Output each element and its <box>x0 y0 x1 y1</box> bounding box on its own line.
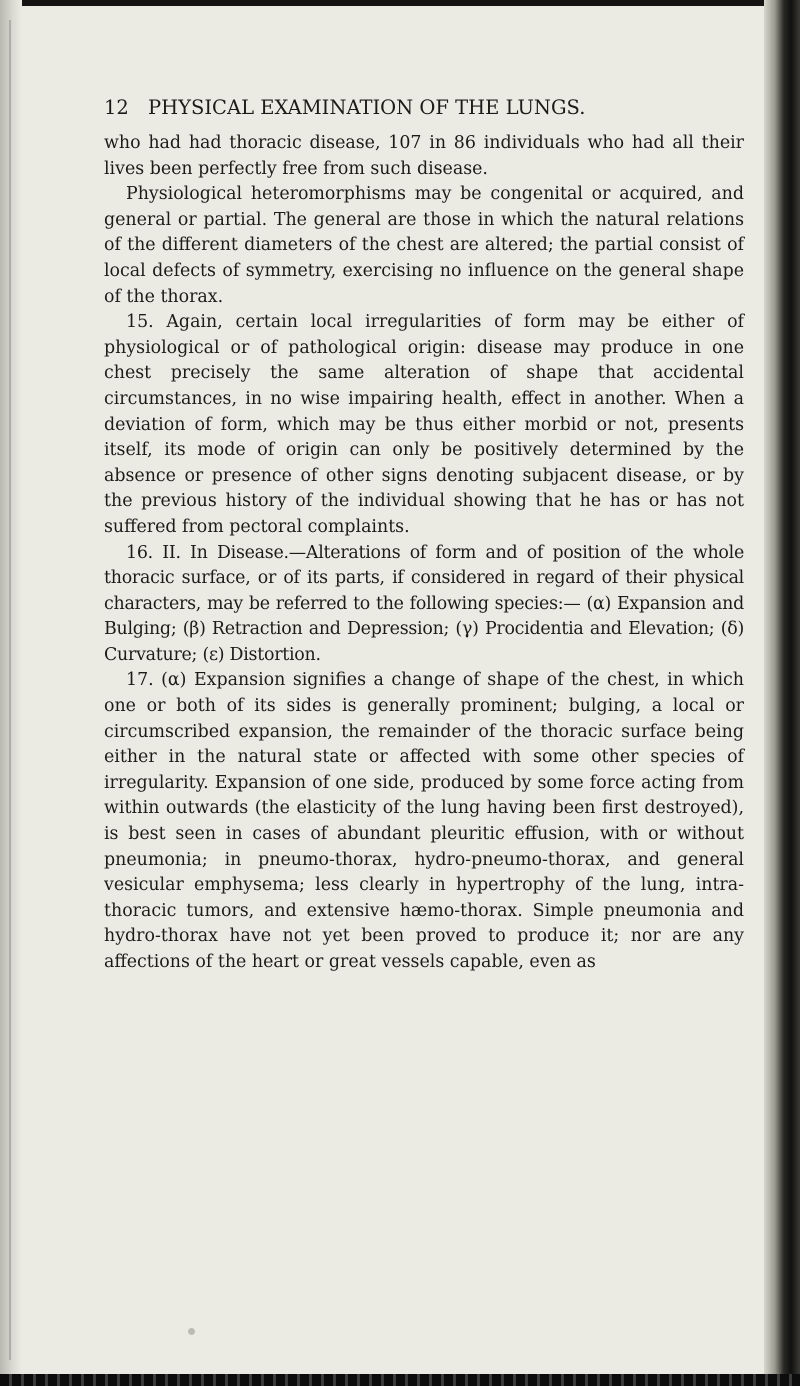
right-binding-edge <box>764 0 800 1386</box>
paragraph-3: 15. Again, certain local irregularities of form may be either of physiological or of pathological origin: disease may produce in one chest precisely the same alteration of shape that accidental circumstances, in no wise impairing health, effect in another. When a deviation of form, which may be thus either morbid or not, presents itself, its mode of origin can only be positively determined by the absence or presence of other signs denoting subjacent disease, or by the previous history of the individual showing that he has or has not suffered from pectoral complaints. <box>104 312 744 537</box>
running-header <box>104 96 744 126</box>
page-number: 12 <box>104 96 129 119</box>
running-head-title: PHYSICAL EXAMINATION OF THE LUNGS. <box>148 96 586 119</box>
paragraph-2: Physiological heteromorphisms may be congenital or acquired, and general or partial. The general are those in which the natural relations of the different diameters of the chest are altered; the partial consist of local defects of symmetry, exercising no influence on the general shape of the thorax. <box>104 184 744 307</box>
page-top-rule <box>0 0 800 6</box>
paragraph-1: who had had thoracic disease, 107 in 86 individuals who had all their lives been perfectly free from such disease. <box>104 133 744 179</box>
bottom-page-edge <box>0 1374 800 1386</box>
print-speck <box>188 1328 195 1335</box>
paragraph-5: 17. (α) Expansion signifies a change of shape of the chest, in which one or both of its sides is generally prominent; bulging, a local or circumscribed expansion, the remainder of the thoracic surface being either in the natural state or affected with some other species of irregularity. Expansion of one side, produced by some force acting from within outwards (the elasticity of the lung having been first destroyed), is best seen in cases of abundant pleuritic effusion, with or without pneumonia; in pneumo-thorax, hydro-pneumo-thorax, and general vesicular emphysema; less clearly in hypertrophy of the lung, intra-thoracic tumors, and extensive hæmo-thorax. Simple pneumonia and hydro-thorax have not yet been proved to produce it; nor are any affections of the heart or great vessels capable, even as <box>104 670 744 972</box>
paragraph-4: 16. II. In Disease.—Alterations of form and of position of the whole thoracic surface, or of its parts, if considered in regard of their physical characters, may be referred to the following species:— (α) Expansion and Bulging; (β) Retraction and Depression; (γ) Procidentia and Elevation; (δ) Curvature; (ε) Distortion. <box>104 542 744 665</box>
left-page-shadow <box>0 0 22 1386</box>
body-text <box>104 131 744 976</box>
